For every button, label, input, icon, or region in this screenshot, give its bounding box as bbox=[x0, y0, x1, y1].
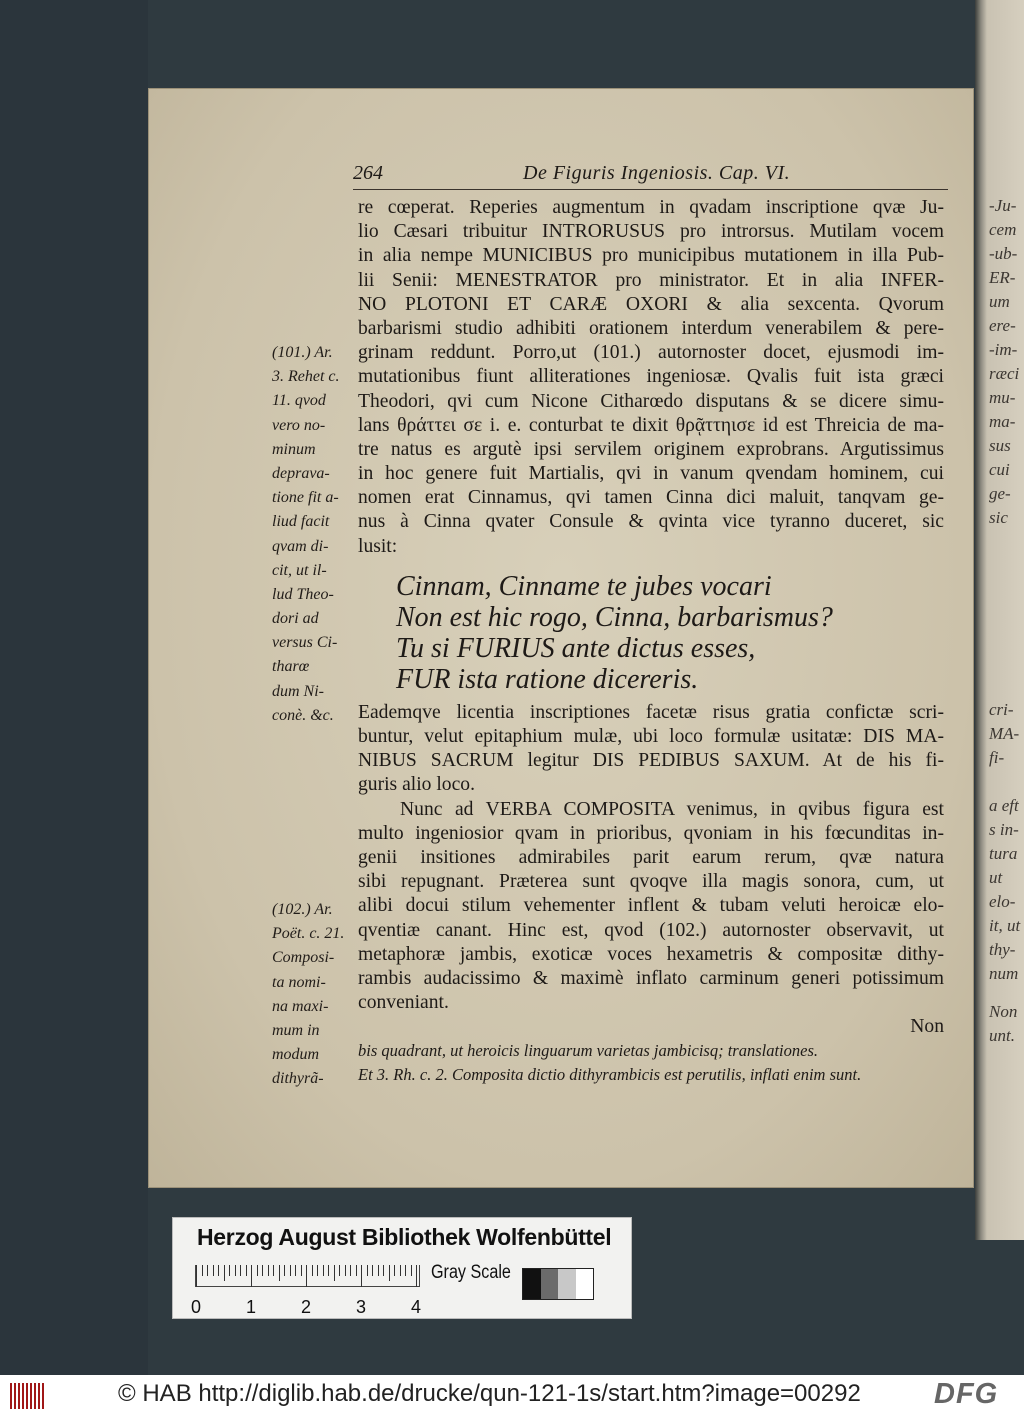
margin-note-102 bbox=[272, 898, 364, 1092]
margin-line: Composi- bbox=[272, 949, 335, 967]
text-line: lans θράττει σε i. e. conturbat te dixit θρᾷττηισε id est Threicia de ma- bbox=[358, 414, 944, 436]
margin-line: cit, ut il- bbox=[272, 561, 327, 579]
facing-page-fragment: sus bbox=[989, 436, 1011, 455]
margin-line: deprava- bbox=[272, 464, 330, 482]
facing-page-fragment: cem bbox=[989, 220, 1017, 239]
ruler-tick bbox=[290, 1265, 291, 1276]
facing-page-fragment: fi- bbox=[989, 748, 1005, 767]
margin-line: 11. qvod bbox=[272, 392, 326, 410]
ruler-number: 2 bbox=[301, 1297, 312, 1317]
facing-page-fragment: um bbox=[989, 292, 1010, 311]
facing-page-fragment: tura bbox=[989, 844, 1018, 863]
text-line: re cœperat. Reperies augmentum in qvadam inscriptione qvæ Ju- bbox=[358, 197, 944, 218]
library-name: Herzog August Bibliothek Wolfenbüttel bbox=[197, 1224, 612, 1250]
paragraph-3 bbox=[358, 798, 944, 1016]
margin-line: modum bbox=[272, 1046, 320, 1064]
ruler-tick bbox=[279, 1265, 280, 1281]
facing-page-fragment: sic bbox=[989, 508, 1008, 527]
ruler-number: 4 bbox=[411, 1297, 422, 1317]
margin-line: dori ad bbox=[272, 610, 319, 628]
ruler-tick bbox=[411, 1265, 412, 1276]
margin-line: vero no- bbox=[272, 416, 326, 434]
margin-line: versus Ci- bbox=[272, 634, 338, 652]
text-line: rambis audacissimo & maximè inflato carminum generi potissimum bbox=[358, 967, 944, 989]
ruler-tick bbox=[405, 1265, 406, 1276]
catchword: Non bbox=[910, 1016, 944, 1038]
ruler-tick bbox=[334, 1265, 335, 1281]
facing-page-fragment: elo- bbox=[989, 892, 1016, 911]
text-line: in alia nempe MUNICIBUS pro municipibus mutationem in illa Pub- bbox=[358, 245, 944, 267]
facing-page-fragment: ge- bbox=[989, 484, 1011, 503]
margin-line: lud Theo- bbox=[272, 585, 334, 603]
text-line: alibi docui stilum vehementer inflent & tubam veluti heroicæ elo- bbox=[358, 895, 944, 917]
facing-page-fragment: cui bbox=[989, 460, 1010, 479]
facing-page-fragment: cri- bbox=[989, 700, 1014, 719]
ruler-tick bbox=[372, 1265, 373, 1276]
margin-line: mum in bbox=[272, 1021, 320, 1039]
scanner-background bbox=[0, 0, 148, 1375]
ruler-tick bbox=[350, 1265, 351, 1276]
margin-line: tharœ bbox=[272, 658, 310, 676]
text-line: qventiæ canant. Hinc est, qvod (102.) autornoster observavit, ut bbox=[358, 919, 944, 941]
text-line: Nunc ad VERBA COMPOSITA venimus, in qvibus figura est bbox=[400, 798, 944, 820]
paragraph-1 bbox=[358, 196, 944, 559]
verse-line: Tu si FURIUS ante dictus esses, bbox=[396, 632, 756, 664]
running-header bbox=[353, 162, 948, 188]
ruler-tick bbox=[213, 1265, 214, 1276]
ruler-tick bbox=[262, 1265, 263, 1276]
margin-note-101 bbox=[272, 341, 364, 728]
verse-line: FUR ista ratione dicereris. bbox=[396, 663, 699, 695]
ruler-tick bbox=[301, 1265, 302, 1276]
ruler-tick bbox=[229, 1265, 230, 1276]
facing-page-fragment: ere- bbox=[989, 316, 1016, 335]
ruler-tick bbox=[339, 1265, 340, 1276]
copyright-link[interactable]: © HAB http://diglib.hab.de/drucke/qun-121-1s/start.htm?image=00292 bbox=[118, 1380, 861, 1407]
ruler-tick bbox=[306, 1265, 307, 1287]
color-calibration-card bbox=[172, 1217, 632, 1319]
ruler-tick bbox=[268, 1265, 269, 1276]
facing-page-fragment: ut bbox=[989, 868, 1003, 887]
margin-line: ta nomi- bbox=[272, 973, 326, 991]
ruler-tick bbox=[235, 1265, 236, 1276]
page-number: 264 bbox=[353, 162, 383, 184]
facing-page-fragment: -ub- bbox=[989, 244, 1018, 263]
text-line: guris alio loco. bbox=[358, 774, 475, 796]
gray-swatch bbox=[576, 1269, 594, 1299]
gray-swatch bbox=[523, 1269, 541, 1299]
margin-line: Poët. c. 21. bbox=[272, 925, 345, 943]
ruler-tick bbox=[323, 1265, 324, 1276]
ruler-tick bbox=[361, 1265, 362, 1287]
text-line: mutationibus fiunt alliterationes ingeniosæ. Qvalis fuit ista græci bbox=[358, 366, 944, 388]
text-line: sibi repugnant. Præterea sunt qvoqve illa magis sonora, cum, ut bbox=[358, 871, 944, 893]
paragraph-2 bbox=[358, 701, 944, 798]
facing-page-fragment: ER- bbox=[989, 268, 1016, 287]
footer-bar bbox=[0, 1375, 1024, 1416]
ruler-tick bbox=[389, 1265, 390, 1281]
margin-line: liud facit bbox=[272, 513, 330, 531]
margin-line: (101.) Ar. bbox=[272, 344, 333, 361]
ruler-tick bbox=[284, 1265, 285, 1276]
text-line: multo ingeniosior qvam in prioribus, qvoniam in his fœcunditas in- bbox=[358, 822, 944, 844]
ruler-tick bbox=[207, 1265, 208, 1276]
gray-swatch bbox=[558, 1269, 576, 1299]
main-text bbox=[358, 196, 944, 1087]
footnote-line: bis quadrant, ut heroicis linguarum varietas jambicisq; translationes. bbox=[358, 1041, 819, 1061]
book-page bbox=[148, 88, 974, 1188]
text-line: NO PLOTONI ET CARÆ OXORI & alia sexcenta. Qvorum bbox=[358, 293, 944, 315]
text-line: lii Senii: MENESTRATOR pro ministrator. Et in alia INFER- bbox=[358, 269, 944, 291]
gray-scale-swatches bbox=[522, 1268, 594, 1300]
facing-page-fragment: mu- bbox=[989, 388, 1016, 407]
margin-line: minum bbox=[272, 440, 316, 458]
facing-page-fragment: num bbox=[989, 964, 1019, 983]
ruler-tick bbox=[317, 1265, 318, 1276]
ruler-tick bbox=[251, 1265, 252, 1287]
verse-line: Cinnam, Cinname te jubes vocari bbox=[396, 570, 772, 602]
text-line: Theodori, qvi cum Nicone Citharœdo disputans & se dicere simu- bbox=[358, 390, 944, 412]
ruler-tick bbox=[394, 1265, 395, 1276]
ruler-tick bbox=[196, 1265, 197, 1287]
ruler-tick bbox=[273, 1265, 274, 1276]
text-line: lusit: bbox=[358, 535, 398, 557]
facing-page-fragment: -Ju- bbox=[989, 196, 1017, 215]
running-title: De Figuris Ingeniosis. Cap. VI. bbox=[523, 162, 791, 184]
ruler-tick bbox=[378, 1265, 379, 1276]
ruler-tick bbox=[312, 1265, 313, 1276]
ruler-tick bbox=[218, 1265, 219, 1276]
margin-line: dum Ni- bbox=[272, 682, 324, 700]
text-line: barbarismi studio adhibiti orationem interdum venerabilem & pere- bbox=[358, 317, 944, 339]
text-line: nomen erat Cinnamus, qvi tamen Cinna dici maluit, tanqvam ge- bbox=[358, 487, 944, 509]
text-line: lio Cæsari tribuitur INTRORUSUS pro introrsus. Mutilam vocem bbox=[358, 221, 944, 243]
ruler-tick bbox=[328, 1265, 329, 1276]
text-line: grinam reddunt. Porro,ut (101.) autornoster docet, ejusmodi im- bbox=[358, 342, 944, 364]
facing-page-fragment: thy- bbox=[989, 940, 1016, 959]
ruler-number: 1 bbox=[246, 1297, 257, 1317]
text-line: metaphoræ jambis, exoticæ voces hexametris & compositæ dithy- bbox=[358, 943, 944, 965]
text-line: genii insitiones admirabiles parit earum rerum, qvæ natura bbox=[358, 846, 944, 868]
margin-line: na maxi- bbox=[272, 997, 329, 1015]
text-line: conveniant. bbox=[358, 992, 449, 1014]
ruler-tick bbox=[246, 1265, 247, 1276]
ruler-tick bbox=[416, 1265, 417, 1287]
margin-line: dithyrã- bbox=[272, 1070, 324, 1088]
text-line: Eademqve licentia inscriptiones facetæ risus gratia confictæ scri- bbox=[358, 701, 944, 723]
facing-page-fragment: ma- bbox=[989, 412, 1016, 431]
footnote-line: Et 3. Rh. c. 2. Composita dictio dithyrambicis est perutilis, inflati enim sunt. bbox=[358, 1065, 862, 1085]
margin-line: tione fit a- bbox=[272, 489, 339, 507]
scale-ruler bbox=[191, 1265, 422, 1317]
facing-page-fragment: it, ut bbox=[989, 916, 1021, 935]
ruler-tick bbox=[224, 1265, 225, 1281]
margin-line: 3. Rehet c. bbox=[272, 368, 340, 386]
facing-page-fragment: ræci bbox=[989, 364, 1020, 383]
text-line: NIBUS SACRUM legitur DIS PEDIBUS SAXUM. At de his fi- bbox=[358, 750, 944, 772]
gray-swatch bbox=[541, 1269, 559, 1299]
ruler-tick bbox=[345, 1265, 346, 1276]
margin-line: qvam di- bbox=[272, 537, 329, 555]
facing-page-edge bbox=[975, 0, 1024, 1240]
footnotes bbox=[358, 1039, 944, 1087]
verse-quotation bbox=[396, 571, 944, 695]
gray-scale-label: Gray Scale bbox=[431, 1262, 511, 1283]
margin-line: conè. &c. bbox=[272, 706, 334, 724]
ruler-number: 3 bbox=[356, 1297, 367, 1317]
ruler-tick bbox=[202, 1265, 203, 1276]
text-line: nus à Cinna qvater Consule & qvinta vice tyranno duceret, sic bbox=[358, 511, 944, 533]
facing-page-fragment: -im- bbox=[989, 340, 1018, 359]
ruler-tick bbox=[400, 1265, 401, 1276]
dfg-logo: DFG bbox=[934, 1378, 999, 1410]
facing-page-fragment: MA- bbox=[989, 724, 1020, 743]
text-line: buntur, velut epitaphium mulæ, ubi loco formulæ usitatæ: DIS MA- bbox=[358, 726, 944, 747]
ruler-number: 0 bbox=[191, 1297, 202, 1317]
ruler-tick bbox=[240, 1265, 241, 1276]
header-rule bbox=[353, 189, 948, 190]
text-line: tre natus es argutè ipsi servilem originem exprobrans. Argutissimus bbox=[358, 438, 944, 460]
verse-line: Non est hic rogo, Cinna, barbarismus? bbox=[396, 601, 833, 633]
facing-page-fragment: Non bbox=[989, 1002, 1018, 1021]
text-line: in hoc genere fuit Martialis, qvi in vanum qvendam hominem, cui bbox=[358, 463, 944, 485]
ruler-tick bbox=[356, 1265, 357, 1276]
facing-page-fragment: a eft bbox=[989, 796, 1019, 815]
facing-page-fragment: unt. bbox=[989, 1026, 1015, 1045]
facing-page-fragment: s in- bbox=[989, 820, 1019, 839]
ruler-tick bbox=[257, 1265, 258, 1276]
ruler-tick bbox=[383, 1265, 384, 1276]
margin-line: (102.) Ar. bbox=[272, 901, 333, 918]
ruler-tick bbox=[367, 1265, 368, 1276]
ruler-tick bbox=[295, 1265, 296, 1276]
barcode-icon bbox=[10, 1383, 44, 1409]
ruler-ticks bbox=[195, 1265, 420, 1287]
